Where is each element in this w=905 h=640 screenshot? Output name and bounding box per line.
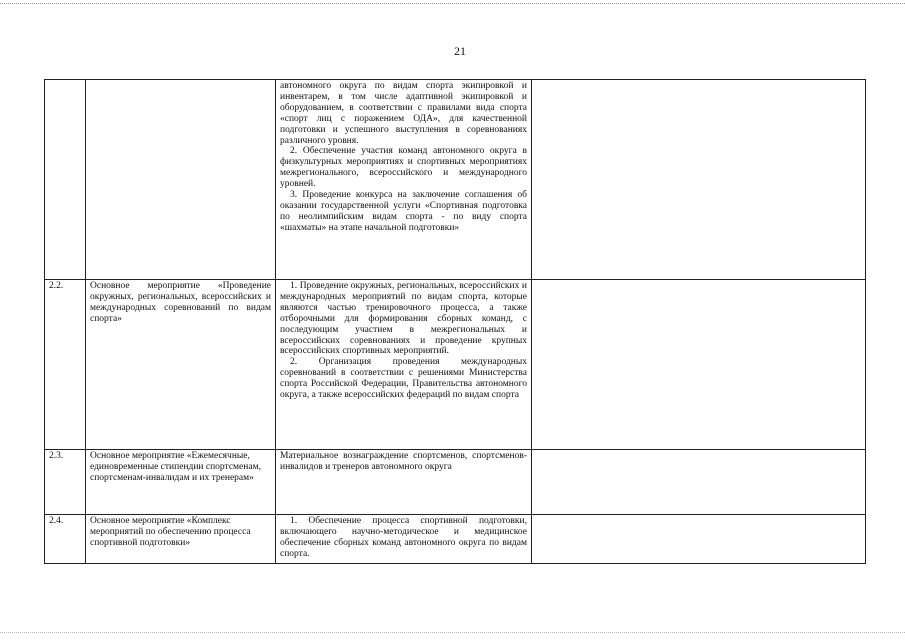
page-number: 21 — [454, 44, 466, 58]
event-note — [532, 515, 866, 564]
table-row — [45, 80, 866, 280]
event-note — [532, 80, 866, 280]
row-number: 2.3. — [45, 450, 86, 515]
scan-edge-top — [0, 3, 905, 4]
event-content — [276, 450, 532, 515]
content-paragraph: 3. Проведение конкурса на заключение соглашения об оказании государственной услуги «Спортивная подготовка по неолимпийским видам спорта - по виду спорта «шахматы» на этапе начальной подготовки» — [280, 190, 527, 233]
row-number: 2.2. — [45, 280, 86, 450]
program-table — [44, 79, 866, 564]
content-paragraph: 2. Обеспечение участия команд автономного округа в физкультурных мероприятиях и спортивных мероприятиях межрегионального, всероссийского и международного уровней. — [280, 146, 527, 190]
table-row — [45, 280, 866, 450]
event-title: Основное мероприятие «Проведение окружных, региональных, всероссийских и международных соревнований по видам спорта» — [86, 280, 276, 450]
event-content — [276, 280, 532, 450]
table-row — [45, 450, 866, 515]
row-number — [45, 80, 86, 280]
table-row — [45, 515, 866, 564]
content-paragraph: 2. Организация проведения международных соревнований в соответствии с решениями Министерства спорта Российской Федерации, Правительства автономного округа, а также всероссийских федераций по видам спорта — [280, 357, 527, 401]
scan-edge-bottom — [0, 632, 905, 633]
event-title: Основное мероприятие «Комплекс мероприятий по обеспечению процесса спортивной подготовки» — [86, 515, 276, 564]
content-paragraph: 1. Проведение окружных, региональных, всероссийских и международных мероприятий по видам спорта, которые являются частью тренировочного процесса, а также отборочными для формирования сборных команд, с последующим участием в межрегиональных и всероссийских соревнованиях и проведение крупных всероссийских спортивных мероприятий. — [280, 281, 527, 357]
content-paragraph: автономного округа по видам спорта экипировкой и инвентарем, в том числе адаптивной экипировкой и оборудованием, в соответствии с правилами вида спорта «спорт лиц с поражением ОДА», для качественной подготовки и успешного выступления в соревнованиях различного уровня. — [280, 81, 527, 146]
event-note — [532, 450, 866, 515]
event-title: Основное мероприятие «Ежемесячные, единовременные стипендии спортсменам, спортсменам-инвалидам и их тренерам» — [86, 450, 276, 515]
content-paragraph: 1. Обеспечение процесса спортивной подготовки, включающего научно-методическое и медицинское обеспечение сборных команд автономного округа по видам спорта. — [280, 516, 527, 559]
event-content — [276, 80, 532, 280]
event-note — [532, 280, 866, 450]
event-title — [86, 80, 276, 280]
content-paragraph: Материальное вознаграждение спортсменов, спортсменов-инвалидов и тренеров автономного округа — [280, 451, 527, 472]
row-number: 2.4. — [45, 515, 86, 564]
event-content — [276, 515, 532, 564]
